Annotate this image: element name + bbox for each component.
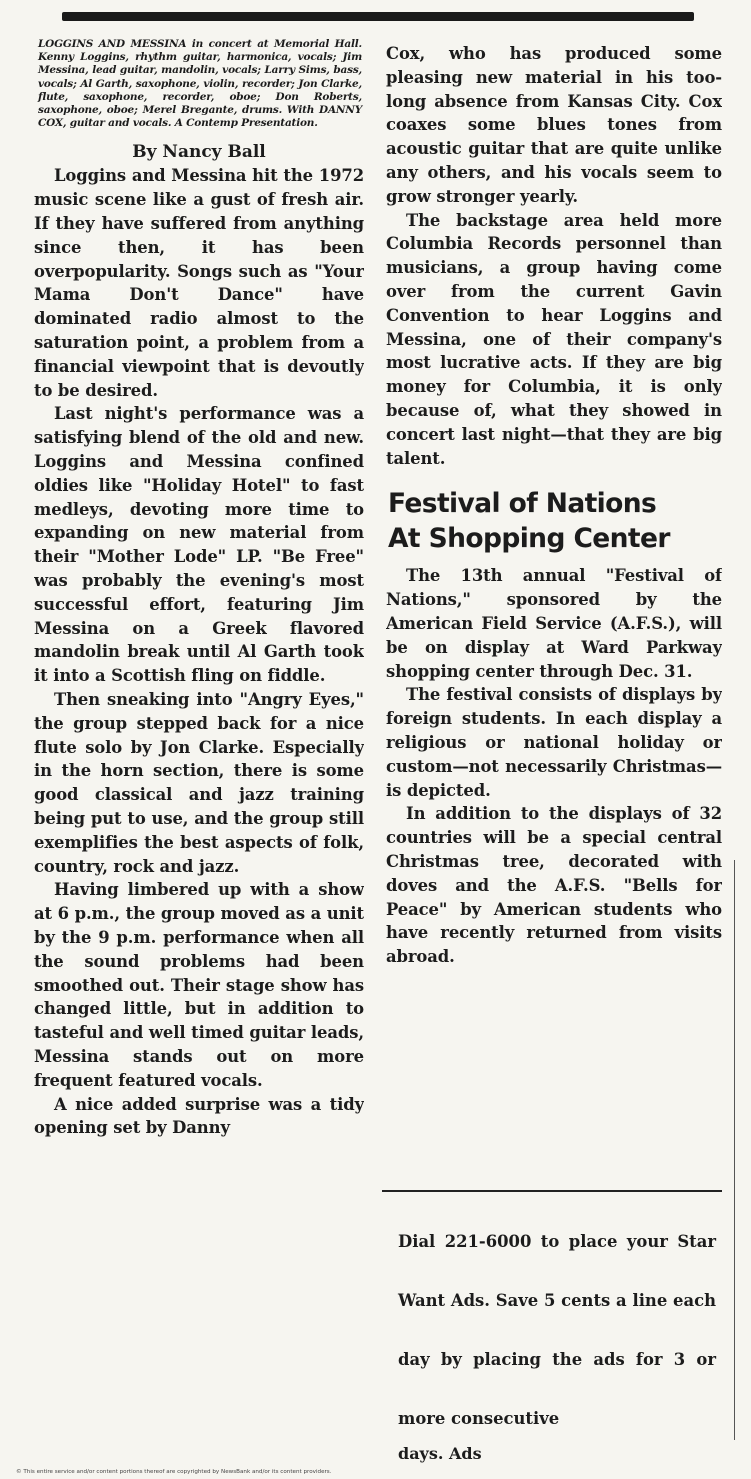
concert-credits: LOGGINS AND MESSINA in concert at Memorial Hall. Kenny Loggins, rhythm guitar, harmonica, vocals; Jim Messina, lead guitar, mandolin, vocals; Larry Sims, bass, vocals; Al Garth, saxophone, violin, recorder; Jon Clarke, flute, saxophone, recorder, oboe; Don Roberts, saxophone, oboe; Merel Bregante, drums. With DANNY COX, guitar and vocals. A Contemp Presentation.	[38, 38, 362, 130]
article-paragraph: A nice added surprise was a tidy opening set by Danny	[34, 1094, 364, 1138]
article-continuation: Cox, who has produced some pleasing new material in his too-long absence from Kansas City. Cox coaxes some blues tones from acoustic guitar that are quite unlike any others, and his vocals seem to grow stronger yearly.	[386, 44, 722, 206]
left-column	[34, 38, 364, 1140]
article-paragraph: Loggins and Messina hit the 1972 music scene like a gust of fresh air. If they have suffered from anything since then, it has been overpopularity. Songs such as "Your Mama Don't Dance" have dominated radio almost to the saturation point, a problem from a financial viewpoint that is devoutly to be desired.	[34, 166, 364, 400]
byline: By Nancy Ball	[132, 142, 266, 163]
festival-headline	[388, 486, 722, 556]
article-continuation: The backstage area held more Columbia Records personnel than musicians, a group having come over from the current Gavin Convention to hear Loggins and Messina, one of their company's most lucrative acts. If they are big money for Columbia, it is only because of, what they showed in concert last night—that they are big talent.	[386, 210, 722, 468]
cutoff-text: days. Ads	[398, 1444, 482, 1463]
article-paragraph: Then sneaking into "Angry Eyes," the group stepped back for a nice flute solo by Jon Clarke. Especially in the horn section, there is some good classical and jazz training being put to use, and the group still exemplifies the best aspects of folk, country, rock and jazz.	[34, 689, 364, 876]
headline-line-1: Festival of Nations	[388, 488, 657, 520]
want-ads-notice: Dial 221-6000 to place your Star Want Ads. Save 5 cents a line each day by placing the ads for 3 or more consecutive	[398, 1232, 716, 1428]
festival-paragraph: In addition to the displays of 32 countries will be a special central Christmas tree, decorated with doves and the A.F.S. "Bells for Peace" by American students who have recently returned from visits abroad.	[386, 804, 722, 967]
top-rule	[62, 12, 694, 21]
section-divider	[382, 1190, 722, 1192]
article-paragraph: Last night's performance was a satisfying blend of the old and new. Loggins and Messina confined oldies like "Holiday Hotel" to fast medleys, devoting more time to expanding on new material from their "Mother Lode" LP. "Be Free" was probably the evening's most successful effort, featuring Jim Messina on a Greek flavored mandolin break until Al Garth took it into a Scottish fling on fiddle.	[34, 404, 364, 686]
festival-paragraph: The festival consists of displays by foreign students. In each display a religious or national holiday or custom—not necessarily Christmas—is depicted.	[386, 685, 722, 800]
festival-paragraph: The 13th annual "Festival of Nations," sponsored by the American Field Service (A.F.S.), will be on display at Ward Parkway shopping center through Dec. 31.	[386, 566, 722, 681]
article-paragraph: Having limbered up with a show at 6 p.m., the group moved as a unit by the 9 p.m. performance when all the sound problems had been smoothed out. Their stage show has changed little, but in addition to tasteful and well timed guitar leads, Messina stands out on more frequent featured vocals.	[34, 880, 364, 1090]
copyright-footer: © This entire service and/or content portions thereof are copyrighted by NewsBank and/or its content providers.	[16, 1469, 332, 1475]
headline-line-2: At Shopping Center	[388, 523, 670, 555]
right-column	[386, 42, 722, 969]
column-rule	[734, 860, 735, 1440]
